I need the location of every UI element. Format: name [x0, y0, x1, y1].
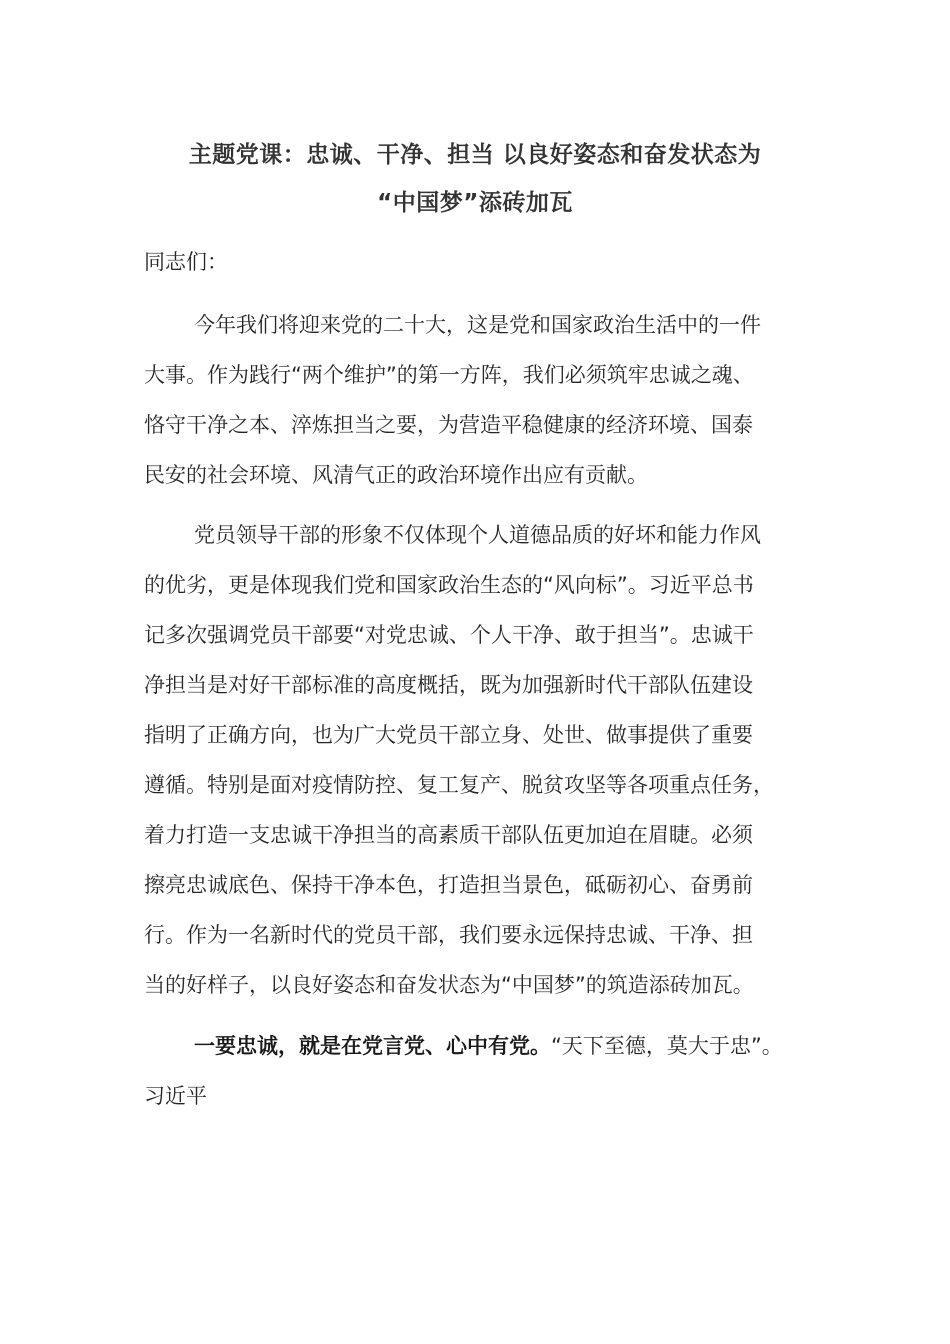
salutation: 同志们：: [144, 250, 228, 274]
paragraph-3-bold-lead: 一要忠诚，就是在党言党、心中有党。: [194, 1034, 551, 1058]
paragraph-2-line: 记多次强调党员干部要“对党忠诚、个人干净、敢于担当”。忠诚干: [144, 623, 754, 647]
paragraph-3-line: 习近平: [144, 1084, 207, 1108]
document-title-line-1: 主题党课：忠诚、干净、担当 以良好姿态和奋发状态为: [188, 142, 762, 168]
paragraph-3-line: [194, 1032, 783, 1060]
paragraph-2-line: 擦亮忠诚底色、保持干净本色，打造担当景色，砥砺初心、奋勇前: [144, 873, 753, 897]
paragraph-2-line: 遵循。特别是面对疫情防控、复工复产、脱贫攻坚等各项重点任务，: [144, 773, 774, 797]
paragraph-2-line: 党员领导干部的形象不仅体现个人道德品质的好坏和能力作风: [194, 523, 761, 547]
paragraph-2-line: 的优劣，更是体现我们党和国家政治生态的“风向标”。习近平总书: [144, 573, 754, 597]
paragraph-1-line: 民安的社会环境、风清气正的政治环境作出应有贡献。: [144, 463, 648, 487]
paragraph-2-line: 指明了正确方向，也为广大党员干部立身、处世、做事提供了重要: [144, 723, 753, 747]
paragraph-1-line: 大事。作为践行“两个维护”的第一方阵，我们必须筑牢忠诚之魂、: [144, 363, 754, 387]
paragraph-2-line: 当的好样子，以良好姿态和奋发状态为“中国梦”的筑造添砖加瓦。: [144, 973, 754, 997]
paragraph-3-quote: “天下至德，莫大于忠”。: [551, 1034, 783, 1058]
paragraph-1-line: 今年我们将迎来党的二十大，这是党和国家政治生活中的一件: [194, 313, 761, 337]
paragraph-2-line: 行。作为一名新时代的党员干部，我们要永远保持忠诚、干净、担: [144, 923, 753, 947]
document-title-line-2: “中国梦”添砖加瓦: [377, 190, 573, 216]
paragraph-1-line: 恪守干净之本、淬炼担当之要，为营造平稳健康的经济环境、国泰: [144, 413, 753, 437]
paragraph-2-line: 净担当是对好干部标准的高度概括，既为加强新时代干部队伍建设: [144, 673, 753, 697]
paragraph-2-line: 着力打造一支忠诚干净担当的高素质干部队伍更加迫在眉睫。必须: [144, 823, 753, 847]
